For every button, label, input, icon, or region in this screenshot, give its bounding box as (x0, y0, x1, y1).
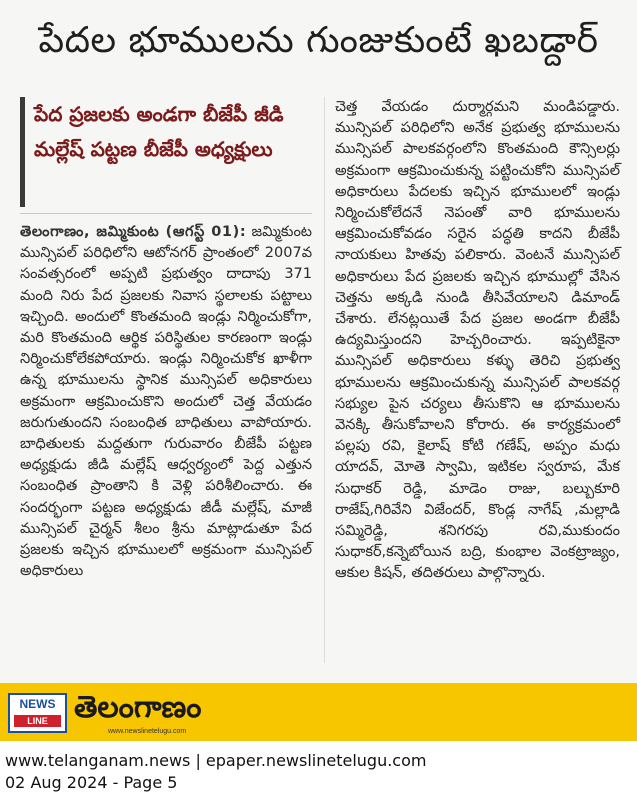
brand-url: www.newslinetelugu.com (108, 728, 187, 735)
logo-news-text: NEWS (19, 697, 56, 711)
subheadline-bar (20, 97, 25, 207)
subheadline-block (20, 97, 315, 167)
article-body-left: జమ్మికుంట మున్సిపల్ పరిధిలోని ఆటోనగర్ ప్రాంతంలో 2007వ సంవత్సరంలో అప్పటి ప్రభుత్వం దాదాపు 371 మంది నిరు పేద ప్రజలకు నివాస స్థలాలకు పట్టాలు ఇచ్చింది. అందులో కొంతమంది ఇండ్లు నిర్మించుకోగా, మరి కొంతమంది ఆర్థిక పరిస్థితుల కారణంగా ఇండ్లు నిర్మించుకోలేకపోయారు. ఇండ్లు నిర్మించుకోక ఖాళీగా ఉన్న భూములను స్థానిక మున్సిపల్ అధికారులు అక్రమంగా ఆక్రమించుకొని అందులో చెత్త వేయడం జరుగుతుందని సంబంధిత బాధితులు వాపోయారు. బాధితులకు మద్దతుగా గురువారం బీజేపీ పట్టణ అధ్యక్షుడు జీడి మల్లేష్ ఆధ్వర్యంలో పెద్ద ఎత్తున సంబంధిత ప్రాంతాని కి వెళ్లి పరిశీలించారు. ఈ సందర్భంగా పట్టణ అధ్యక్షుడు జీడీ మల్లేష్, మాజీ మున్సిపల్ చైర్మన్ శీలం శ్రీను మాట్లాడుతూ పేద ప్రజలకు ఇచ్చిన భూములలో అక్రమంగా మున్సిపల్ అధికారులు (20, 224, 312, 580)
headline: పేదల భూములను గుంజుకుంటే ఖబడ్దార్ (38, 20, 599, 61)
article-column-left (20, 222, 312, 582)
subheadline: పేద ప్రజలకు అండగా బీజేపీ జీడి మల్లేష్ పట్టణ బీజేపీ అధ్యక్షులు (34, 102, 284, 161)
column-divider (324, 97, 325, 663)
footer-date-page: 02 Aug 2024 - Page 5 (5, 773, 178, 792)
newsline-logo (8, 693, 67, 733)
subheadline-divider (20, 213, 312, 214)
logo-line-text: LINE (14, 715, 61, 727)
brand-banner (0, 683, 637, 741)
article-column-right (335, 97, 620, 585)
footer-sites: www.telanganam.news | epaper.newslinetelugu.com (5, 751, 427, 770)
brand-title: తెలంగాణం (74, 690, 202, 725)
article-body-right: చెత్త వేయడం దుర్మార్గమని మండిపడ్డారు. మున్సిపల్ పరిధిలోని అనేక ప్రభుత్వ భూములను మున్సిపల్ పాలకవర్గంలోని కొంతమంది కౌన్సిలర్లు అక్రమంగా ఆక్రమించుకున్న పట్టించుకోని మున్సిపల్ అధికారులు పేదలకు ఇచ్చిన భూములలో ఇండ్లు నిర్మించుకోలేదనే నెపంతో వారి భూములను ఆక్రమించుకోవడం సరైన పద్ధతి కాదని బీజేపీ నాయకులు హితవు పలికారు. వెంటనే మున్సిపల్ అధికారులు పేద ప్రజలకు ఇచ్చిన భూముల్లో వేసిన చెత్తను అక్కడి నుండి తీసివేయాలని డిమాండ్ చేశారు. లేనట్లయితే పేద ప్రజల అండగా బీజేపీ ఉద్యమిస్తుందని హెచ్చరించారు. ఇప్పటికైనా మున్సిపల్ అధికారులు కళ్ళు తెరిచి ప్రభుత్వ భూములను ఆక్రమించుకున్న మున్సిపల్ పాలకవర్గ సభ్యుల పైన చర్యలు తీసుకొని ఆ భూములను వెనక్కి తీసుకోవాలని కోరారు. ఈ కార్యక్రమంలో పల్లపు రవి, కైలాష్ కోటి గణేష్, అప్పం మధు యాదవ్, మోతె స్వామి, ఇటికల స్వరూప, మేక సుధాకర్ రెడ్డి, మాడెం రాజు, బల్బుకూరి రాజేష్,గిరివేని విజేందర్, కొండ్ల నాగేష్ ,మల్లాడి సమ్మిరెడ్డి, శనిగరపు రవి,ముకుందం సుధాకర్,కన్నెబోయిన బద్రి, కుంభాల వెంకట్రాజ్యం, ఆకుల కిషన్, తదితరులు పాల్గొన్నారు. (335, 99, 620, 582)
dateline: తెలంగాణం, జమ్మికుంట (ఆగస్ట్ 01): (20, 224, 247, 240)
page-footer (0, 741, 637, 804)
